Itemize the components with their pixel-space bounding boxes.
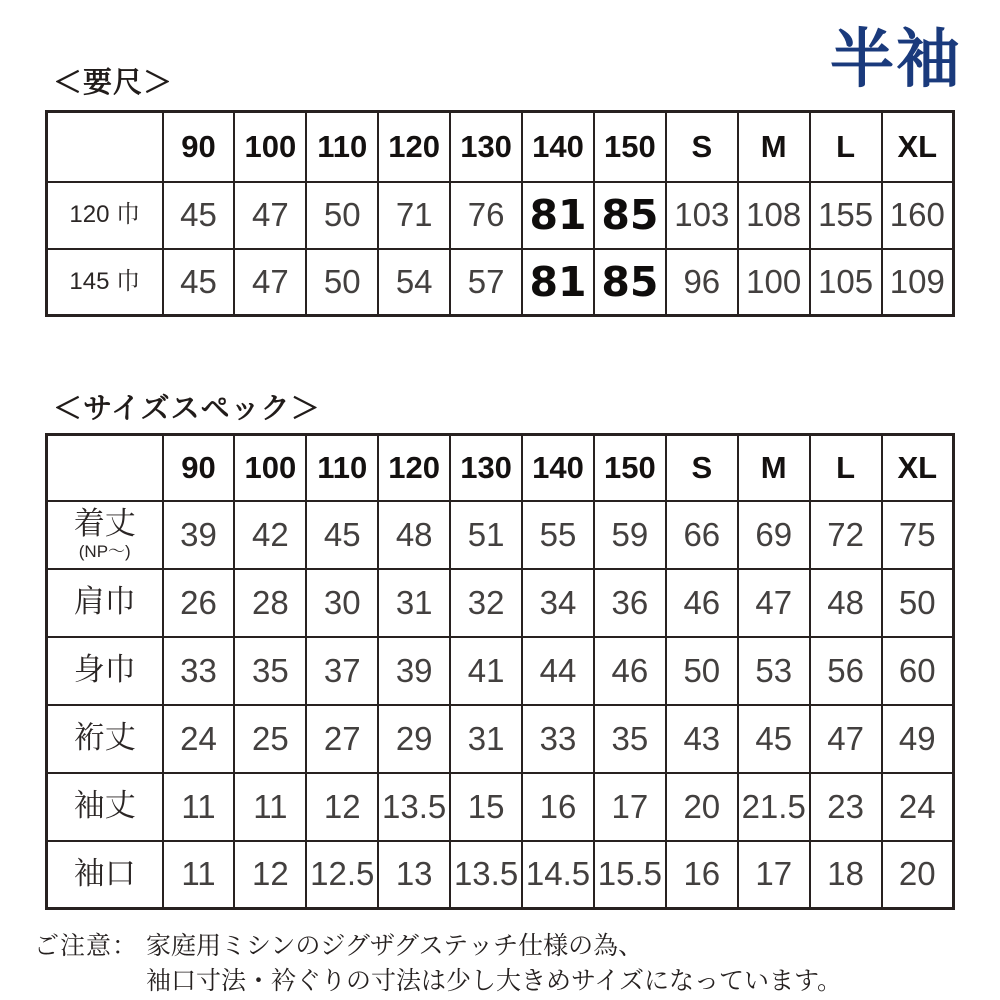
cell: 36 (594, 569, 666, 637)
column-header: L (810, 112, 882, 182)
cell: 24 (882, 773, 954, 841)
cell: 30 (306, 569, 378, 637)
cell: 11 (163, 773, 235, 841)
cell: 18 (810, 841, 882, 909)
size-spec-section-title: ＜サイズスペック＞ (53, 393, 321, 425)
size-spec-table (45, 433, 955, 910)
header-row (47, 435, 954, 501)
cell: 43 (666, 705, 738, 773)
column-header: 100 (234, 112, 306, 182)
table-row (47, 249, 954, 316)
cell: 17 (738, 841, 810, 909)
column-header: S (666, 435, 738, 501)
cell: 41 (450, 637, 522, 705)
row-label: 裄丈 (47, 705, 163, 773)
cell: 47 (810, 705, 882, 773)
column-header: 100 (234, 435, 306, 501)
cell: 85 (594, 182, 666, 249)
sleeve-type-badge: 半袖 (830, 23, 962, 95)
cell: 29 (378, 705, 450, 773)
cell: 57 (450, 249, 522, 316)
cell: 109 (882, 249, 954, 316)
cell: 13.5 (378, 773, 450, 841)
row-label: 着丈 (NP～) (47, 501, 163, 569)
cell: 23 (810, 773, 882, 841)
caution-text (146, 929, 984, 998)
cell: 46 (594, 637, 666, 705)
row-label: 肩巾 (47, 569, 163, 637)
cell: 46 (666, 569, 738, 637)
cell: 12.5 (306, 841, 378, 909)
table-row (47, 501, 954, 569)
cell: 39 (378, 637, 450, 705)
row-label: 145 巾 (47, 249, 163, 316)
cell: 27 (306, 705, 378, 773)
cell: 69 (738, 501, 810, 569)
cell: 45 (738, 705, 810, 773)
yojaku-section-title: ＜要尺＞ (53, 67, 174, 99)
cell: 34 (522, 569, 594, 637)
cell: 103 (666, 182, 738, 249)
cell: 81 (522, 249, 594, 316)
column-header: 90 (163, 112, 235, 182)
cell: 15 (450, 773, 522, 841)
cell: 54 (378, 249, 450, 316)
cell: 85 (594, 249, 666, 316)
column-header: 130 (450, 112, 522, 182)
table-row (47, 841, 954, 909)
cell: 11 (234, 773, 306, 841)
row-label: 120 巾 (47, 182, 163, 249)
cell: 37 (306, 637, 378, 705)
cell: 16 (522, 773, 594, 841)
cell: 71 (378, 182, 450, 249)
cell: 13.5 (450, 841, 522, 909)
cell: 53 (738, 637, 810, 705)
cell: 20 (666, 773, 738, 841)
cell: 44 (522, 637, 594, 705)
cell: 56 (810, 637, 882, 705)
column-header: S (666, 112, 738, 182)
cell: 47 (234, 249, 306, 316)
table-row (47, 569, 954, 637)
column-header: 130 (450, 435, 522, 501)
cell: 17 (594, 773, 666, 841)
cell: 155 (810, 182, 882, 249)
cell: 160 (882, 182, 954, 249)
corner-cell (47, 435, 163, 501)
column-header: XL (882, 435, 954, 501)
table-row (47, 182, 954, 249)
cell: 33 (522, 705, 594, 773)
column-header: 150 (594, 435, 666, 501)
cell: 48 (810, 569, 882, 637)
cell: 60 (882, 637, 954, 705)
cell: 96 (666, 249, 738, 316)
caution-line-2: 袖口寸法・衿ぐりの寸法は少し大きめサイズになっています。 (146, 966, 843, 995)
cell: 20 (882, 841, 954, 909)
column-header: 110 (306, 435, 378, 501)
cell: 75 (882, 501, 954, 569)
column-header: XL (882, 112, 954, 182)
caution-note (34, 929, 984, 998)
column-header: 150 (594, 112, 666, 182)
cell: 55 (522, 501, 594, 569)
cell: 28 (234, 569, 306, 637)
cell: 45 (163, 182, 235, 249)
cell: 66 (666, 501, 738, 569)
cell: 50 (882, 569, 954, 637)
row-label: 袖口 (47, 841, 163, 909)
cell: 32 (450, 569, 522, 637)
column-header: 120 (378, 435, 450, 501)
cell: 16 (666, 841, 738, 909)
column-header: 140 (522, 435, 594, 501)
cell: 50 (666, 637, 738, 705)
cell: 24 (163, 705, 235, 773)
cell: 35 (234, 637, 306, 705)
cell: 26 (163, 569, 235, 637)
column-header: 110 (306, 112, 378, 182)
cell: 105 (810, 249, 882, 316)
cell: 31 (378, 569, 450, 637)
cell: 13 (378, 841, 450, 909)
header-row (47, 112, 954, 182)
cell: 35 (594, 705, 666, 773)
cell: 108 (738, 182, 810, 249)
row-label: 袖丈 (47, 773, 163, 841)
cell: 25 (234, 705, 306, 773)
caution-label: ご注意： (34, 932, 139, 960)
cell: 81 (522, 182, 594, 249)
column-header: M (738, 112, 810, 182)
cell: 15.5 (594, 841, 666, 909)
cell: 48 (378, 501, 450, 569)
row-label: 身巾 (47, 637, 163, 705)
cell: 12 (306, 773, 378, 841)
yojaku-table (45, 110, 955, 317)
table-row (47, 705, 954, 773)
cell: 12 (234, 841, 306, 909)
column-header: 140 (522, 112, 594, 182)
cell: 51 (450, 501, 522, 569)
caution-line-1: 家庭用ミシンのジグザグステッチ仕様の為、 (146, 932, 644, 960)
cell: 21.5 (738, 773, 810, 841)
column-header: 90 (163, 435, 235, 501)
cell: 31 (450, 705, 522, 773)
table-row (47, 637, 954, 705)
column-header: L (810, 435, 882, 501)
cell: 39 (163, 501, 235, 569)
cell: 33 (163, 637, 235, 705)
cell: 76 (450, 182, 522, 249)
cell: 50 (306, 249, 378, 316)
cell: 45 (306, 501, 378, 569)
cell: 50 (306, 182, 378, 249)
cell: 11 (163, 841, 235, 909)
cell: 14.5 (522, 841, 594, 909)
cell: 72 (810, 501, 882, 569)
cell: 47 (738, 569, 810, 637)
cell: 59 (594, 501, 666, 569)
cell: 42 (234, 501, 306, 569)
cell: 45 (163, 249, 235, 316)
column-header: 120 (378, 112, 450, 182)
corner-cell (47, 112, 163, 182)
column-header: M (738, 435, 810, 501)
table-row (47, 773, 954, 841)
cell: 100 (738, 249, 810, 316)
cell: 47 (234, 182, 306, 249)
cell: 49 (882, 705, 954, 773)
